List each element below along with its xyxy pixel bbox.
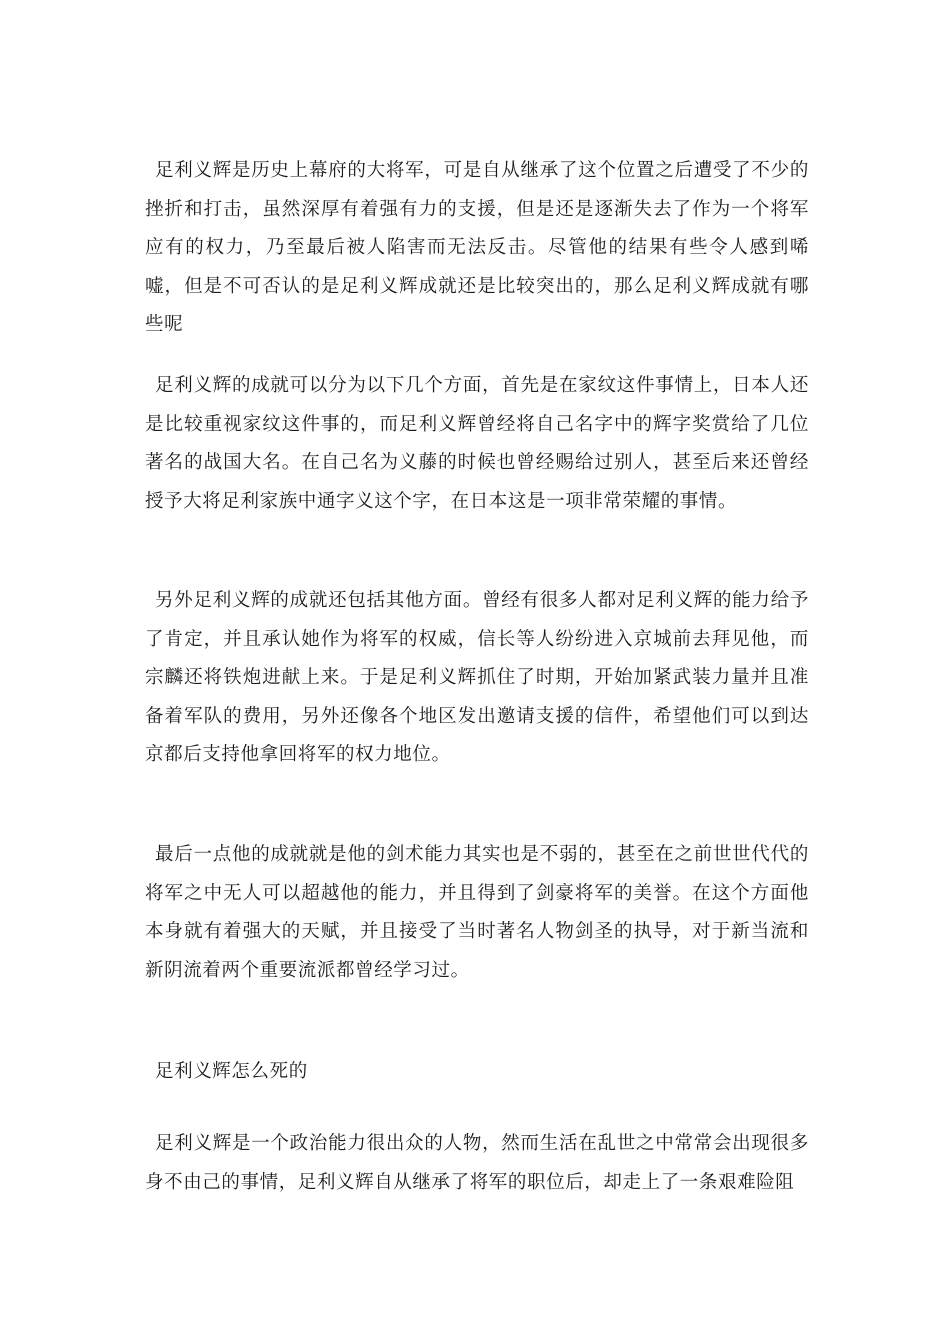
- paragraph-swordsmanship: 最后一点他的成就就是他的剑术能力其实也是不弱的，甚至在之前世世代代的将军之中无人可以超越他的能力，并且得到了剑豪将军的美誉。在这个方面他本身就有着强大的天赋，并且接受了当时著名人物剑圣的执导，对于新当流和新阴流着两个重要流派都曾经学习过。: [145, 844, 809, 981]
- paragraph-death: 足利义辉是一个政治能力很出众的人物，然而生活在乱世之中常常会出现很多身不由己的事情，足利义辉自从继承了将军的职位后，却走上了一条艰难险阻: [145, 1133, 809, 1193]
- paragraph-intro: 足利义辉是历史上幕府的大将军，可是自从继承了这个位置之后遭受了不少的挫折和打击，虽然深厚有着强有力的支援，但是还是逐渐失去了作为一个将军应有的权力，乃至最后被人陷害而无法反击。尽管他的结果有些令人感到唏嘘，但是不可否认的是足利义辉成就还是比较突出的，那么足利义辉成就有哪些呢: [145, 160, 809, 336]
- paragraph-family-crest: 足利义辉的成就可以分为以下几个方面，首先是在家纹这件事情上，日本人还是比较重视家纹这件事的，而足利义辉曾经将自己名字中的辉字奖赏给了几位著名的战国大名。在自己名为义藤的时候也曾经赐给过别人，甚至后来还曾经授予大将足利家族中通字义这个字，在日本这是一项非常荣耀的事情。: [145, 375, 809, 512]
- section-heading: 足利义辉怎么死的: [155, 1061, 308, 1082]
- paragraph-other-achievements: 另外足利义辉的成就还包括其他方面。曾经有很多人都对足利义辉的能力给予了肯定，并且承认她作为将军的权威，信长等人纷纷进入京城前去拜见他，而宗麟还将铁炮进献上来。于是足利义辉抓住了时期，开始加紧武装力量并且准备着军队的费用，另外还像各个地区发出邀请支援的信件，希望他们可以到达京都后支持他拿回将军的权力地位。: [145, 590, 809, 766]
